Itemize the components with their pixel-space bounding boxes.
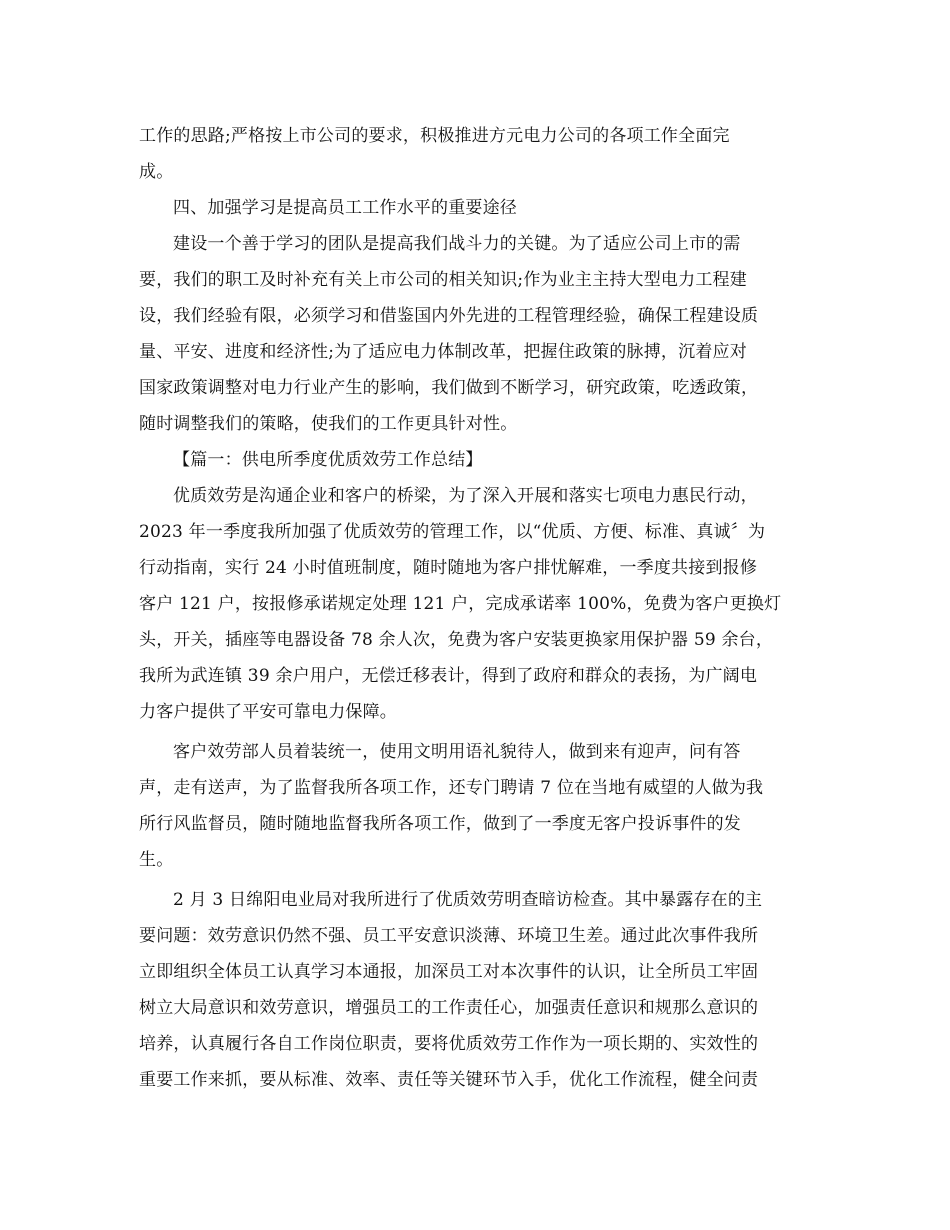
text-line: 要，我们的职工及时补充有关上市公司的相关知识;作为业主主持大型电力工程建: [139, 270, 747, 290]
text-line: 行动指南，实行 24 小时值班制度，随时随地为客户排忧解难，一季度共接到报修: [139, 558, 758, 578]
text-line: 重要工作来抓，要从标准、效率、责任等关键环节入手，优化工作流程，健全问责: [139, 1070, 759, 1090]
document-body: [139, 118, 811, 1098]
text-line: 客户 121 户，按报修承诺规定处理 121 户，完成承诺率 100%，免费为客户更换灯: [139, 594, 782, 614]
paragraph-p5: [139, 478, 811, 730]
text-line: 生。: [139, 850, 174, 870]
paragraph-p1: [139, 118, 811, 190]
text-line: 四、加强学习是提高员工工作水平的重要途径: [173, 198, 517, 218]
text-line: 我所为武连镇 39 余户用户，无偿迁移表计，得到了政府和群众的表扬，为广阔电: [139, 666, 758, 686]
text-line: 2023 年一季度我所加强了优质效劳的管理工作，以“优质、方便、标准、真诚〞为: [139, 522, 766, 542]
text-line: 培养，认真履行各自工作岗位职责，要将优质效劳工作作为一项长期的、实效性的: [139, 1034, 759, 1054]
text-line: 工作的思路;严格按上市公司的要求，积极推进方元电力公司的各项工作全面完: [139, 126, 730, 146]
paragraph-p7: [139, 882, 811, 1098]
text-line: 建设一个善于学习的团队是提高我们战斗力的关键。为了适应公司上市的需: [173, 234, 741, 254]
text-line: 优质效劳是沟通企业和客户的桥梁，为了深入开展和落实七项电力惠民行动，: [173, 486, 758, 506]
text-line: 力客户提供了平安可靠电力保障。: [139, 702, 397, 722]
text-line: 立即组织全体员工认真学习本通报，加深员工对本次事件的认识，让全所员工牢固: [139, 962, 759, 982]
text-line: 客户效劳部人员着装统一，使用文明用语礼貌待人，做到来有迎声，问有答: [173, 742, 741, 762]
paragraph-p2: [139, 190, 811, 226]
paragraph-p4: [139, 442, 811, 478]
text-line: 随时调整我们的策略，使我们的工作更具针对性。: [139, 414, 518, 434]
text-line: 声，走有送声，为了监督我所各项工作，还专门聘请 7 位在当地有威望的人做为我: [139, 778, 764, 798]
text-line: 量、平安、进度和经济性;为了适应电力体制改革，把握住政策的脉搏，沉着应对: [139, 342, 747, 362]
paragraph-p3: [139, 226, 811, 442]
text-line: 树立大局意识和效劳意识，增强员工的工作责任心，加强责任意识和规那么意识的: [139, 998, 759, 1018]
text-line: 头，开关，插座等电器设备 78 余人次，免费为客户安装更换家用保护器 59 余台，: [139, 630, 774, 650]
paragraph-p6: [139, 734, 811, 878]
text-line: 成。: [139, 162, 174, 182]
text-line: 设，我们经验有限，必须学习和借鉴国内外先进的工程管理经验，确保工程建设质: [139, 306, 759, 326]
text-line: 2 月 3 日绵阳电业局对我所进行了优质效劳明查暗访检查。其中暴露存在的主: [173, 890, 763, 910]
text-line: 国家政策调整对电力行业产生的影响，我们做到不断学习，研究政策，吃透政策，: [139, 378, 759, 398]
text-line: 【篇一：供电所季度优质效劳工作总结】: [173, 450, 483, 470]
text-line: 所行风监督员，随时随地监督我所各项工作，做到了一季度无客户投诉事件的发: [139, 814, 741, 834]
text-line: 要问题：效劳意识仍然不强、员工平安意识淡薄、环境卫生差。通过此次事件我所: [139, 926, 759, 946]
